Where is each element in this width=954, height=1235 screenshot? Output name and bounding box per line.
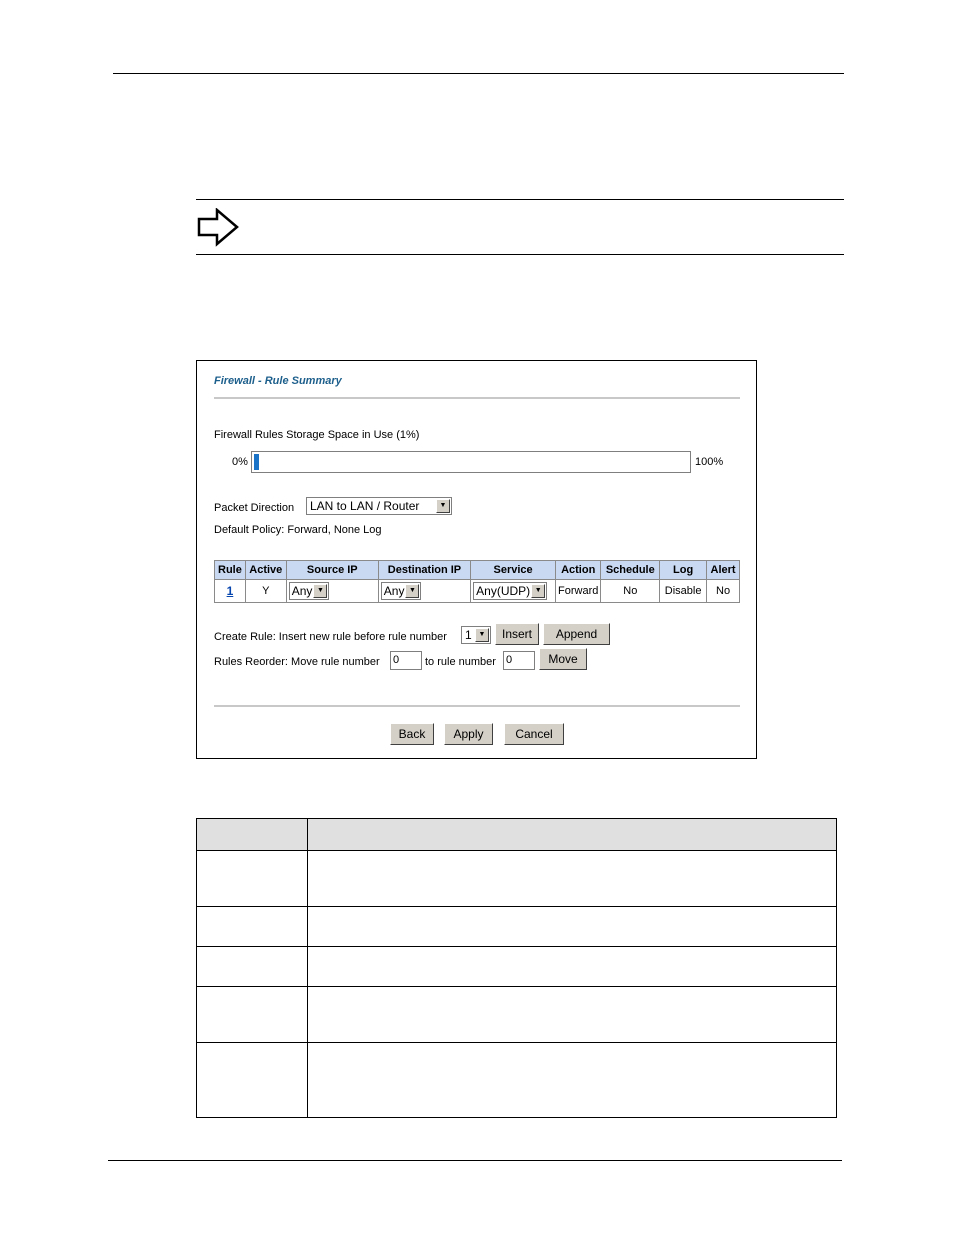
- chevron-down-icon: ▼: [436, 499, 450, 513]
- table-row: [197, 907, 837, 947]
- service-select[interactable]: [473, 582, 547, 600]
- cancel-button[interactable]: Cancel: [504, 723, 564, 745]
- col-service: Service: [471, 561, 556, 580]
- col-alert: Alert: [707, 561, 740, 580]
- note-bottom-rule: [196, 254, 844, 255]
- col-source-ip: Source IP: [286, 561, 378, 580]
- packet-direction-select[interactable]: [306, 497, 452, 515]
- rule-number-link[interactable]: 1: [226, 584, 234, 598]
- col-action: Action: [556, 561, 601, 580]
- chevron-down-icon: ▼: [531, 584, 545, 598]
- table-row: [197, 1043, 837, 1118]
- create-rule-value: 1: [465, 628, 472, 642]
- log-cell: Disable: [660, 580, 707, 603]
- title-divider: [214, 397, 740, 399]
- screen-title: Firewall - Rule Summary: [214, 375, 342, 387]
- create-rule-label: Create Rule: Insert new rule before rule number: [214, 631, 447, 643]
- default-policy: Default Policy: Forward, None Log: [214, 524, 382, 536]
- source-ip-cell: [286, 580, 378, 603]
- schedule-cell: No: [601, 580, 660, 603]
- packet-direction-label: Packet Direction: [214, 502, 295, 514]
- chevron-down-icon: ▼: [313, 584, 327, 598]
- bottom-divider: [214, 705, 740, 707]
- chevron-down-icon: ▼: [405, 584, 419, 598]
- header-rule: [113, 73, 844, 74]
- description-table: [196, 818, 837, 1118]
- desc-header-label: [197, 819, 308, 851]
- desc-header-description: [308, 819, 837, 851]
- apply-button[interactable]: Apply: [444, 723, 493, 745]
- table-row: [215, 580, 740, 603]
- destination-ip-value: Any: [383, 584, 405, 598]
- move-button[interactable]: Move: [539, 648, 587, 670]
- packet-direction-value: LAN to LAN / Router: [310, 499, 420, 513]
- reorder-to-input[interactable]: 0: [503, 651, 535, 670]
- source-ip-value: Any: [291, 584, 313, 598]
- bar-min-label: 0%: [232, 456, 248, 468]
- insert-button[interactable]: Insert: [495, 623, 539, 645]
- bar-max-label: 100%: [695, 456, 724, 468]
- col-log: Log: [660, 561, 707, 580]
- reorder-to-label: to rule number: [425, 656, 496, 668]
- storage-progress-bar: [251, 451, 691, 473]
- table-row: [197, 987, 837, 1043]
- reorder-label: Rules Reorder: Move rule number: [214, 656, 380, 668]
- footer-rule: [108, 1160, 842, 1161]
- back-button[interactable]: Back: [390, 723, 434, 745]
- action-cell: Forward: [556, 580, 601, 603]
- alert-cell: No: [707, 580, 740, 603]
- col-active: Active: [245, 561, 286, 580]
- append-button[interactable]: Append: [543, 623, 610, 645]
- rule-number-cell: [215, 580, 246, 603]
- destination-ip-select[interactable]: [381, 582, 422, 600]
- rules-table-header: [215, 561, 740, 580]
- firewall-rule-summary-screen: [196, 360, 757, 759]
- desc-header-row: [197, 819, 837, 851]
- chevron-down-icon: ▼: [475, 628, 489, 642]
- storage-label: Firewall Rules Storage Space in Use (1%): [214, 429, 420, 441]
- col-rule: Rule: [215, 561, 246, 580]
- note-top-rule: [196, 199, 844, 200]
- source-ip-select[interactable]: [289, 582, 330, 600]
- service-cell: [471, 580, 556, 603]
- reorder-from-input[interactable]: 0: [390, 651, 422, 670]
- storage-progress-fill: [254, 454, 259, 470]
- table-row: [197, 947, 837, 987]
- active-cell: Y: [245, 580, 286, 603]
- note-arrow-icon: [197, 208, 241, 248]
- create-rule-select[interactable]: [461, 626, 491, 644]
- col-schedule: Schedule: [601, 561, 660, 580]
- destination-ip-cell: [378, 580, 470, 603]
- table-row: [197, 851, 837, 907]
- col-destination-ip: Destination IP: [378, 561, 470, 580]
- rules-table: [214, 560, 740, 603]
- service-value: Any(UDP): [476, 584, 531, 598]
